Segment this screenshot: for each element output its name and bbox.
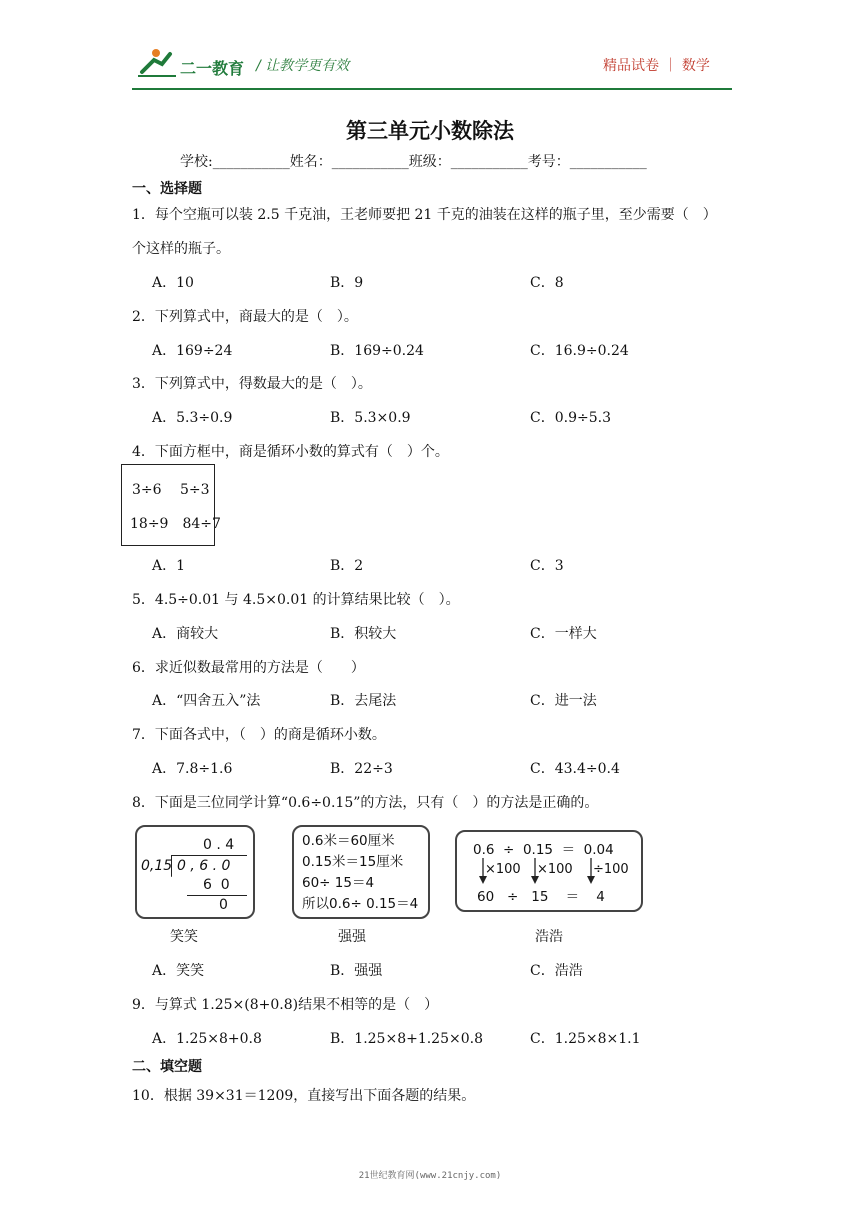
q4-expression-box <box>121 464 221 546</box>
q9-option-c[interactable]: C．1.25×8×1.1 <box>530 1031 641 1047</box>
q9-option-a[interactable]: A．1.25×8+0.8 <box>152 1031 262 1047</box>
conversion-line-1: 0.6米＝60厘米 <box>302 833 395 849</box>
header-divider <box>132 88 732 90</box>
q2-option-b[interactable]: B．169÷0.24 <box>330 343 424 359</box>
card-label-haohao: 浩浩 <box>535 929 563 945</box>
scaling-top-line: 0.6 ÷ 0.15 ＝ 0.04 <box>473 842 614 858</box>
question-4-text: 4．下面方框中，商是循环小数的算式有（ ）个。 <box>132 444 449 460</box>
conversion-line-2: 0.15米＝15厘米 <box>302 854 404 870</box>
question-2-text: 2．下列算式中，商最大的是（ ）。 <box>132 309 358 325</box>
section-fill-heading: 二、填空题 <box>132 1059 202 1075</box>
question-1-text-cont: 个这样的瓶子。 <box>132 241 230 257</box>
question-9-text: 9．与算式 1.25×(8+0.8)结果不相等的是（ ） <box>132 997 439 1013</box>
header-subject: 精品试卷 ｜ 数学 <box>603 58 710 74</box>
q6-option-b[interactable]: B．去尾法 <box>330 693 397 709</box>
section-choice-heading: 一、选择题 <box>132 181 202 197</box>
brand-slogan: / 让教学更有效 <box>256 58 350 74</box>
q4-box-row-1: 3÷6 5÷3 <box>132 482 210 498</box>
q5-option-b[interactable]: B．积较大 <box>330 626 397 642</box>
card-xiaoxiao-method <box>135 825 255 919</box>
q7-option-b[interactable]: B．22÷3 <box>330 761 393 777</box>
question-10-text: 10．根据 39×31＝1209，直接写出下面各题的结果。 <box>132 1088 476 1104</box>
q4-option-c[interactable]: C．3 <box>530 558 564 574</box>
q3-option-c[interactable]: C．0.9÷5.3 <box>530 410 611 426</box>
conversion-line-3: 60÷ 15＝4 <box>302 875 375 891</box>
division-bar <box>171 855 247 856</box>
card-label-xiaoxiao: 笑笑 <box>170 929 198 945</box>
q6-option-a[interactable]: A．“四舍五入”法 <box>152 693 261 709</box>
scaling-op-1: ×100 <box>485 862 521 877</box>
division-underline <box>187 895 247 896</box>
q5-option-a[interactable]: A．商较大 <box>152 626 219 642</box>
q5-option-c[interactable]: C．一样大 <box>530 626 597 642</box>
brand-name: 二一教育 <box>180 59 245 78</box>
q2-option-a[interactable]: A．169÷24 <box>152 343 233 359</box>
q7-option-c[interactable]: C．43.4÷0.4 <box>530 761 620 777</box>
division-product: 6 0 <box>203 877 230 893</box>
card-label-qiangqiang: 强强 <box>338 929 366 945</box>
q8-option-c[interactable]: C．浩浩 <box>530 963 583 979</box>
q6-option-c[interactable]: C．进一法 <box>530 693 597 709</box>
division-quotient: 0 . 4 <box>203 837 235 853</box>
page-title: 第三单元小数除法 <box>346 119 514 143</box>
division-dividend: 0 , 6 . 0 <box>177 858 231 874</box>
q9-option-b[interactable]: B．1.25×8+1.25×0.8 <box>330 1031 483 1047</box>
q4-box-row-2: 18÷9 84÷7 <box>130 516 221 532</box>
q8-option-b[interactable]: B．强强 <box>330 963 383 979</box>
division-remainder: 0 <box>219 897 228 913</box>
scaling-bottom-line: 60 ÷ 15 ＝ 4 <box>477 889 605 905</box>
question-1-text: 1．每个空瓶可以装 2.5 千克油，王老师要把 21 千克的油装在这样的瓶子里，至少需要（ ） <box>132 207 717 223</box>
q8-option-a[interactable]: A．笑笑 <box>152 963 205 979</box>
question-6-text: 6．求近似数最常用的方法是（ ） <box>132 660 365 676</box>
division-divisor: 0,15 <box>141 858 173 874</box>
q3-option-a[interactable]: A．5.3÷0.9 <box>152 410 233 426</box>
conversion-line-4: 所以0.6÷ 0.15＝4 <box>302 896 419 912</box>
q1-option-a[interactable]: A．10 <box>152 275 194 291</box>
q1-option-b[interactable]: B．9 <box>330 275 364 291</box>
question-7-text: 7．下面各式中，（ ）的商是循环小数。 <box>132 727 386 743</box>
q2-option-c[interactable]: C．16.9÷0.24 <box>530 343 629 359</box>
q7-option-a[interactable]: A．7.8÷1.6 <box>152 761 233 777</box>
question-5-text: 5．4.5÷0.01 与 4.5×0.01 的计算结果比较（ ）。 <box>132 592 460 608</box>
q4-option-b[interactable]: B．2 <box>330 558 364 574</box>
page-footer: 21世纪教育网(www.21cnjy.com) <box>358 1171 502 1181</box>
scaling-op-2: ×100 <box>537 862 573 877</box>
q1-option-c[interactable]: C．8 <box>530 275 564 291</box>
question-8-text: 8．下面是三位同学计算“0.6÷0.15”的方法，只有（ ）的方法是正确的。 <box>132 795 599 811</box>
question-3-text: 3．下列算式中，得数最大的是（ ）。 <box>132 376 372 392</box>
card-qiangqiang-method <box>292 825 430 919</box>
logo-icon <box>136 46 178 78</box>
scaling-op-3: ÷100 <box>593 862 629 877</box>
q3-option-b[interactable]: B．5.3×0.9 <box>330 410 411 426</box>
q4-option-a[interactable]: A．1 <box>152 558 186 574</box>
card-haohao-method <box>455 830 643 912</box>
student-info-line: 学校:___________姓名：___________班级：___________考号：___________ <box>180 154 647 170</box>
